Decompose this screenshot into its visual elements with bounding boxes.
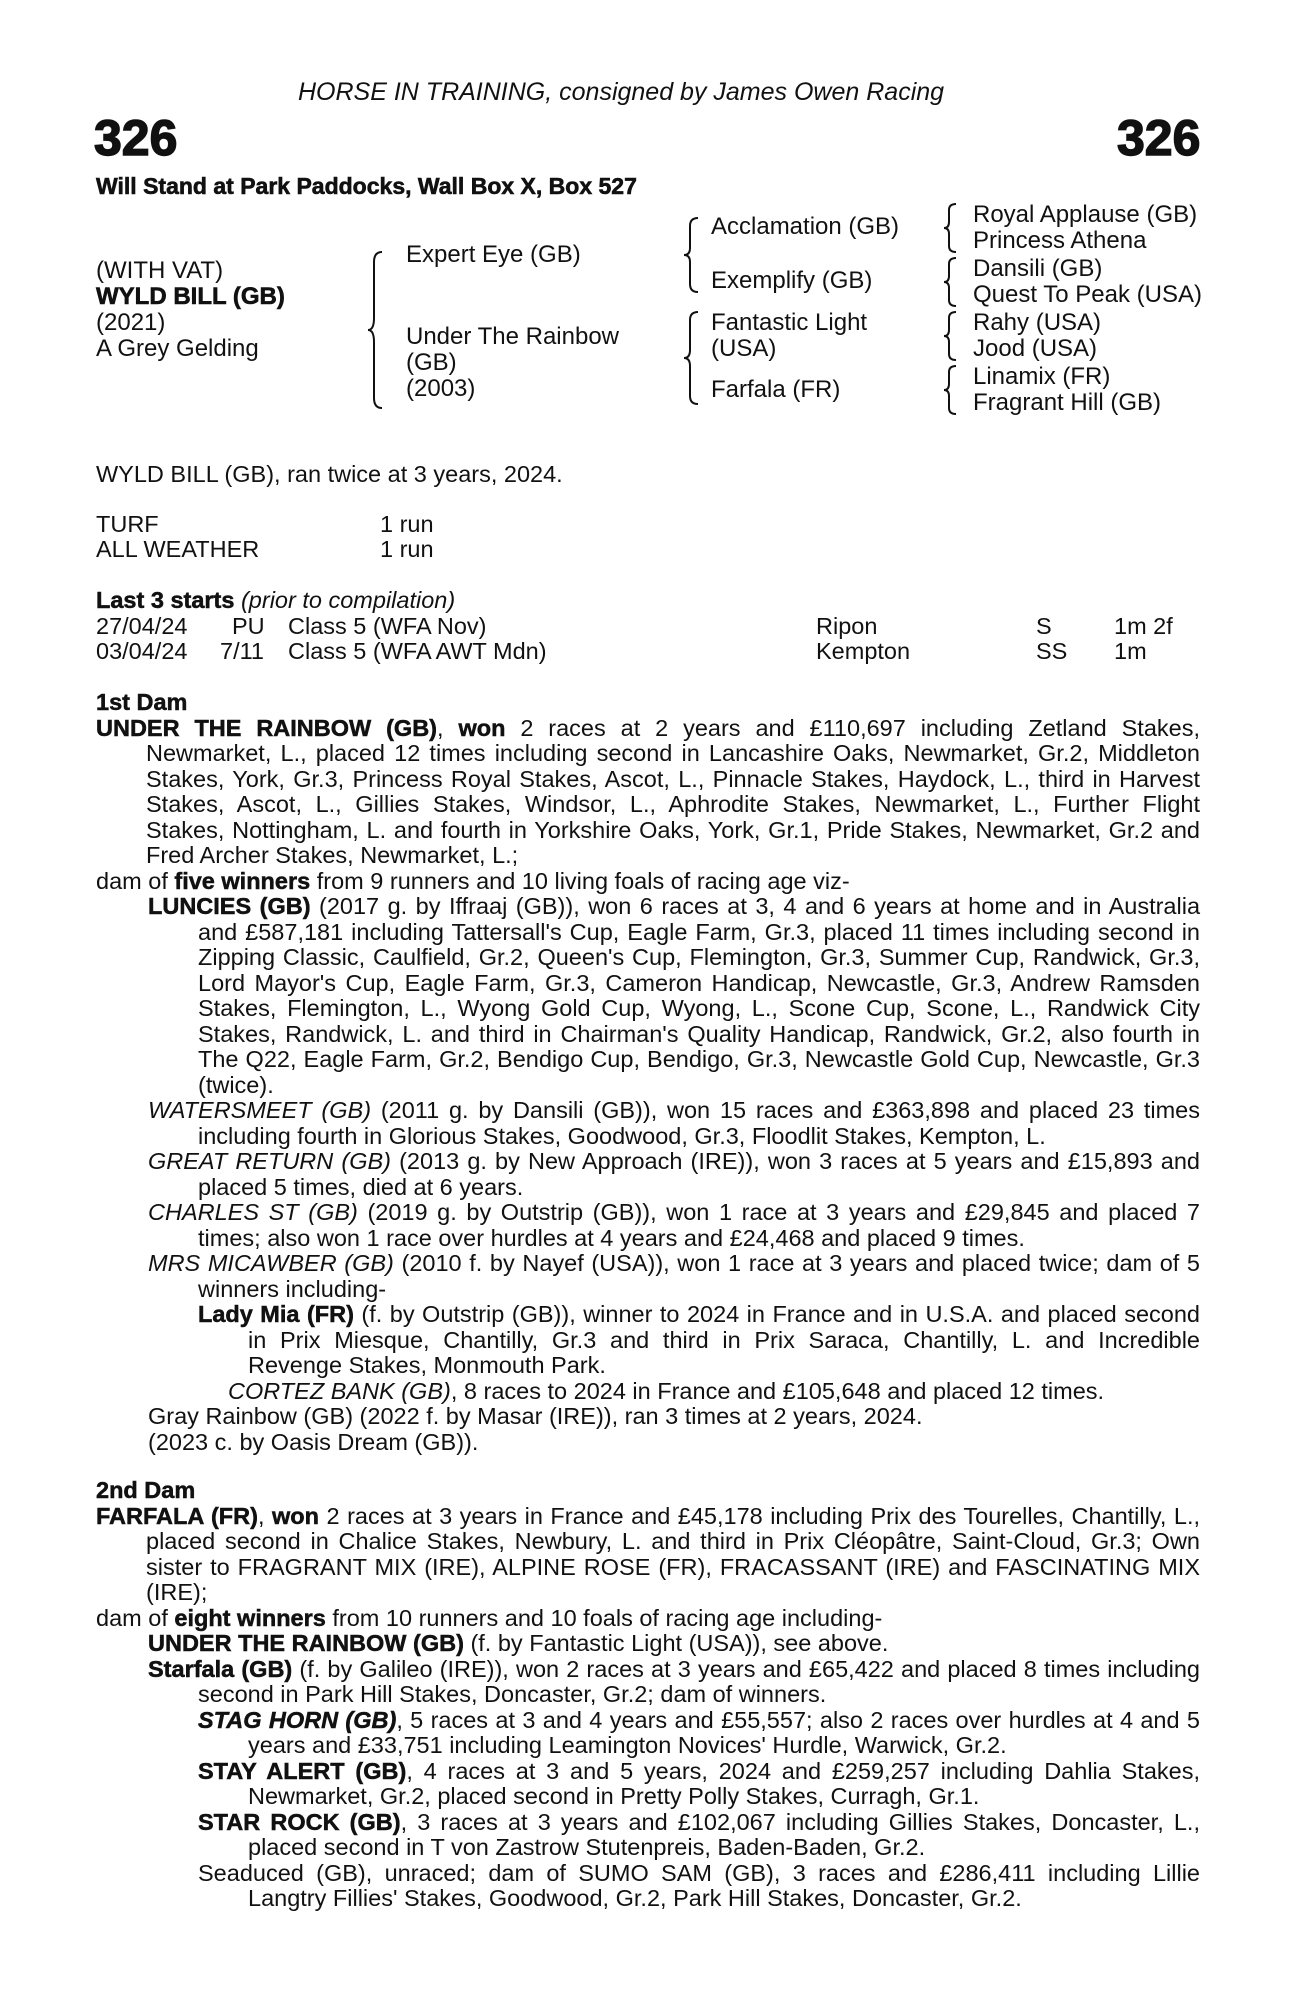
pedigree-gd1: Exemplify (GB) <box>711 267 873 294</box>
progeny-name: LUNCIES (GB) <box>148 893 311 919</box>
dam-of-suffix: from 9 runners and 10 living foals of racing age viz- <box>316 867 850 894</box>
record-turf-label: TURF <box>96 511 159 537</box>
grand-progeny-entry <box>198 1302 1200 1379</box>
last-starts-title: Last 3 starts <box>96 587 235 613</box>
pedigree-sire: Expert Eye (GB) <box>406 241 581 268</box>
dam-of-prefix: dam of <box>96 867 168 894</box>
start-distance: 1m <box>1114 638 1147 664</box>
progeny-text: (2017 g. by Iffraaj (GB)), won 6 races at 3, 4 and 6 years at home and in Australia and £587,181 including Tattersall's Cup, Eagle Farm, Gr.3, placed 11 times including second in Zipping Classic, Caulfield, Gr.2, Queen's Cup, Flemington, Gr.3, Summer Cup, Randwick, Gr.3, Lord Mayor's Cup, Eagle Farm, Gr.3, Cameron Handicap, Newcastle, Gr.3, Andrew Ramsden Stakes, Flemington, L., Wyong Gold Cup, Wyong, L., Scone Cup, Scone, L., Randwick City Stakes, Randwick, L. and third in Chairman's Quality Handicap, Randwick, Gr.2, also fourth in The Q22, Eagle Farm, Gr.2, Bendigo Cup, Bendigo, Gr.3, Newcastle Gold Cup, Newcastle, Gr.3 (twice). <box>198 893 1201 1098</box>
start-course: Ripon <box>816 613 878 639</box>
progeny-text: (f. by Fantastic Light (USA)), see above. <box>470 1630 889 1656</box>
horse-description: A Grey Gelding <box>96 335 259 362</box>
pedigree-g3-1: Royal Applause (GB) <box>973 201 1198 228</box>
start-position: 7/11 <box>220 638 264 664</box>
progeny-name: CORTEZ BANK (GB) <box>228 1377 451 1404</box>
progeny-text: (2013 g. by New Approach (IRE)), won 3 races at 5 years and £15,893 and placed 5 times, died at 6 years. <box>198 1148 1200 1200</box>
progeny-text: , 4 races at 3 and 5 years, 2024 and £259,257 including Dahlia Stakes, Newmarket, Gr.2, placed second in Pretty Polly Stakes, Curragh, Gr.1. <box>248 1757 1200 1809</box>
progeny-name: STAG HORN (GB) <box>198 1706 397 1733</box>
second-dam-text: 2 races at 3 years in France and £45,178 including Prix des Tourelles, Chantilly, L., placed second in Chalice Stakes, Newbury, L. and third in Prix Cléopâtre, Saint-Cloud, Gr.3; Own sister to FRAGRANT MIX (IRE), ALPINE ROSE (FR), FRACASSANT (IRE) and FASCINATING MIX (IRE); <box>146 1502 1201 1605</box>
pedigree-brace-g3-2 <box>944 256 960 308</box>
pedigree-g3-8: Fragrant Hill (GB) <box>973 389 1162 416</box>
second-dam-name: FARFALA (FR) <box>96 1502 258 1529</box>
start-going: S <box>1036 613 1052 639</box>
progeny-name: GREAT RETURN (GB) <box>148 1148 391 1174</box>
progeny-text: (2019 g. by Outstrip (GB)), won 1 race at 3 years and £29,845 and placed 7 times; also won 1 race over hurdles at 4 years and £24,468 and placed 9 times. <box>198 1199 1201 1251</box>
horse-year: (2021) <box>96 309 166 336</box>
dam-of-winners: eight winners <box>174 1604 326 1631</box>
progeny-entry <box>148 1631 1200 1657</box>
dam-of-suffix: from 10 runners and 10 foals of racing age including- <box>332 1604 883 1631</box>
consignment-line: HORSE IN TRAINING, consigned by James Owen Racing <box>298 78 945 106</box>
progeny-entry <box>148 1251 1200 1302</box>
pedigree-dam-line2: (GB) <box>406 349 457 376</box>
vat-note: (WITH VAT) <box>96 257 224 284</box>
pedigree-gs2-line1: Fantastic Light <box>711 309 868 336</box>
start-date: 03/04/24 <box>96 638 188 664</box>
pedigree-g3-7: Linamix (FR) <box>973 363 1111 390</box>
pedigree-brace-main <box>368 250 388 410</box>
pedigree-gs2-line2: (USA) <box>711 335 777 362</box>
lot-number-left: 326 <box>94 110 178 166</box>
grand-progeny-entry <box>198 1708 1200 1759</box>
progeny-entry <box>148 1098 1200 1149</box>
progeny-name: STAR ROCK (GB) <box>198 1808 401 1835</box>
progeny-name: Starfala (GB) <box>148 1655 293 1682</box>
progeny-entry <box>148 1657 1200 1708</box>
progeny-name: CHARLES ST (GB) <box>148 1199 358 1225</box>
start-race: Class 5 (WFA Nov) <box>288 613 487 639</box>
progeny-text: (2011 g. by Dansili (GB)), won 15 races and £363,898 and placed 23 times including fourth in Glorious Stakes, Goodwood, Gr.3, Floodlit Stakes, Kempton, L. <box>198 1097 1200 1149</box>
progeny-entry <box>148 894 1200 1098</box>
second-dam-produce-line <box>96 1606 1200 1632</box>
second-dam-won: won <box>272 1502 319 1529</box>
progeny-name: STAY ALERT (GB) <box>198 1757 407 1784</box>
last-starts-heading <box>96 588 455 614</box>
pedigree-gs1: Acclamation (GB) <box>711 213 900 240</box>
second-dam-section <box>96 1478 1200 1912</box>
pedigree-g3-2: Princess Athena <box>973 227 1147 254</box>
pedigree-g3-4: Quest To Peak (USA) <box>973 281 1202 308</box>
first-dam-heading: 1st Dam <box>96 689 188 715</box>
progeny-name: UNDER THE RAINBOW (GB) <box>148 1630 464 1656</box>
pedigree-brace-dam <box>684 310 704 406</box>
progeny-name: Lady Mia (FR) <box>198 1301 354 1327</box>
dam-of-winners: five winners <box>174 867 311 894</box>
record-turf-runs: 1 run <box>380 511 434 537</box>
progeny-entry <box>148 1149 1200 1200</box>
pedigree-g3-3: Dansili (GB) <box>973 255 1103 282</box>
dam-of-prefix: dam of <box>96 1604 168 1631</box>
horse-name: WYLD BILL (GB) <box>96 283 285 310</box>
pedigree-gd2: Farfala (FR) <box>711 376 841 403</box>
progeny-entry <box>148 1200 1200 1251</box>
second-dam-heading: 2nd Dam <box>96 1477 196 1503</box>
start-date: 27/04/24 <box>96 613 188 639</box>
lot-number-right: 326 <box>1117 110 1201 166</box>
start-going: SS <box>1036 638 1068 664</box>
progeny-name: WATERSMEET (GB) <box>148 1097 372 1123</box>
progeny-text: (2010 f. by Nayef (USA)), won 1 race at 3 years and placed twice; dam of 5 winners including- <box>198 1250 1200 1302</box>
grand-progeny-entry <box>228 1379 1200 1405</box>
grand-progeny-entry <box>198 1759 1200 1810</box>
pedigree-dam-line3: (2003) <box>406 375 476 402</box>
record-aw-runs: 1 run <box>380 536 434 562</box>
pedigree-dam-line1: Under The Rainbow <box>406 323 620 350</box>
pedigree-brace-g3-1 <box>944 202 960 254</box>
pedigree-brace-sire <box>684 216 704 294</box>
first-dam-name: UNDER THE RAINBOW (GB) <box>96 714 438 741</box>
pedigree-g3-6: Jood (USA) <box>973 335 1098 362</box>
progeny-text: , 3 races at 3 years and £102,067 including Gillies Stakes, Doncaster, L., placed second in T von Zastrow Stutenpreis, Baden-Baden, Gr.2. <box>248 1808 1200 1860</box>
record-summary: WYLD BILL (GB), ran twice at 3 years, 2024. <box>96 461 563 487</box>
progeny-text: (f. by Outstrip (GB)), winner to 2024 in France and in U.S.A. and placed second in Prix Miesque, Chantilly, Gr.3 and third in Prix Saraca, Chantilly, L. and Incredible Revenge Stakes, Monmouth Park. <box>248 1301 1200 1378</box>
start-race: Class 5 (WFA AWT Mdn) <box>288 638 547 664</box>
grand-progeny-entry: Seaduced (GB), unraced; dam of SUMO SAM (GB), 3 races and £286,411 including Lillie Langtry Fillies' Stakes, Goodwood, Gr.2, Park Hill Stakes, Doncaster, Gr.2. <box>198 1859 1200 1911</box>
pedigree-g3-5: Rahy (USA) <box>973 309 1102 336</box>
start-distance: 1m 2f <box>1114 613 1173 639</box>
first-dam-section <box>96 690 1200 1455</box>
first-dam-produce-line <box>96 869 1200 895</box>
start-course: Kempton <box>816 638 911 664</box>
progeny-entry: (2023 c. by Oasis Dream (GB)). <box>148 1428 479 1455</box>
record-aw-label: ALL WEATHER <box>96 536 260 562</box>
first-dam-text: 2 races at 2 years and £110,697 including Zetland Stakes, Newmarket, L., placed 12 times including second in Lancashire Oaks, Newmarket, Gr.2, Middleton Stakes, York, Gr.3, Princess Royal Stakes, Ascot, L., Pinnacle Stakes, Haydock, L., third in Harvest Stakes, Ascot, L., Gillies Stakes, Windsor, L., Aphrodite Stakes, Newmarket, L., Further Flight Stakes, Nottingham, L. and fourth in Yorkshire Oaks, York, Gr.1, Pride Stakes, Newmarket, Gr.2 and Fred Archer Stakes, Newmarket, L.; <box>146 714 1200 868</box>
progeny-entry: Gray Rainbow (GB) (2022 f. by Masar (IRE)), ran 3 times at 2 years, 2024. <box>148 1403 923 1429</box>
first-dam-record: UNDER THE RAINBOW (GB), won 2 races at 2 years and £110,697 including Zetland Stakes, Newmarket, L., placed 12 times including second in Lancashire Oaks, Newmarket, Gr.2, Middleton Stakes, York, Gr.3, Princess Royal Stakes, Ascot, L., Pinnacle Stakes, Haydock, L., third in Harvest Stakes, Ascot, L., Gillies Stakes, Windsor, L., Aphrodite Stakes, Newmarket, L., Further Flight Stakes, Nottingham, L. and fourth in Yorkshire Oaks, York, Gr.1, Pride Stakes, Newmarket, Gr.2 and Fred Archer Stakes, Newmarket, L.; <box>96 714 1200 868</box>
progeny-name: MRS MICAWBER (GB) <box>148 1250 394 1276</box>
pedigree-brace-g3-4 <box>944 364 960 416</box>
progeny-text: , 8 races to 2024 in France and £105,648 and placed 12 times. <box>450 1377 1105 1404</box>
progeny-text: (f. by Galileo (IRE)), won 2 races at 3 years and £65,422 and placed 8 times including second in Park Hill Stakes, Doncaster, Gr.2; dam of winners. <box>198 1655 1200 1707</box>
progeny-text: , 5 races at 3 and 4 years and £55,557; also 2 races over hurdles at 4 and 5 years and £33,751 including Leamington Novices' Hurdle, Warwick, Gr.2. <box>248 1706 1200 1758</box>
first-dam-won: won <box>458 714 506 741</box>
second-dam-record: FARFALA (FR), won 2 races at 3 years in France and £45,178 including Prix des Tourelles, Chantilly, L., placed second in Chalice Stakes, Newbury, L. and third in Prix Cléopâtre, Saint-Cloud, Gr.3; Own sister to FRAGRANT MIX (IRE), ALPINE ROSE (FR), FRACASSANT (IRE) and FASCINATING MIX (IRE); <box>96 1502 1201 1605</box>
start-position: PU <box>232 613 265 639</box>
last-starts-note: (prior to compilation) <box>240 587 456 613</box>
pedigree-brace-g3-3 <box>944 310 960 362</box>
grand-progeny-entry <box>198 1810 1200 1861</box>
location-line: Will Stand at Park Paddocks, Wall Box X, Box 527 <box>96 173 637 199</box>
